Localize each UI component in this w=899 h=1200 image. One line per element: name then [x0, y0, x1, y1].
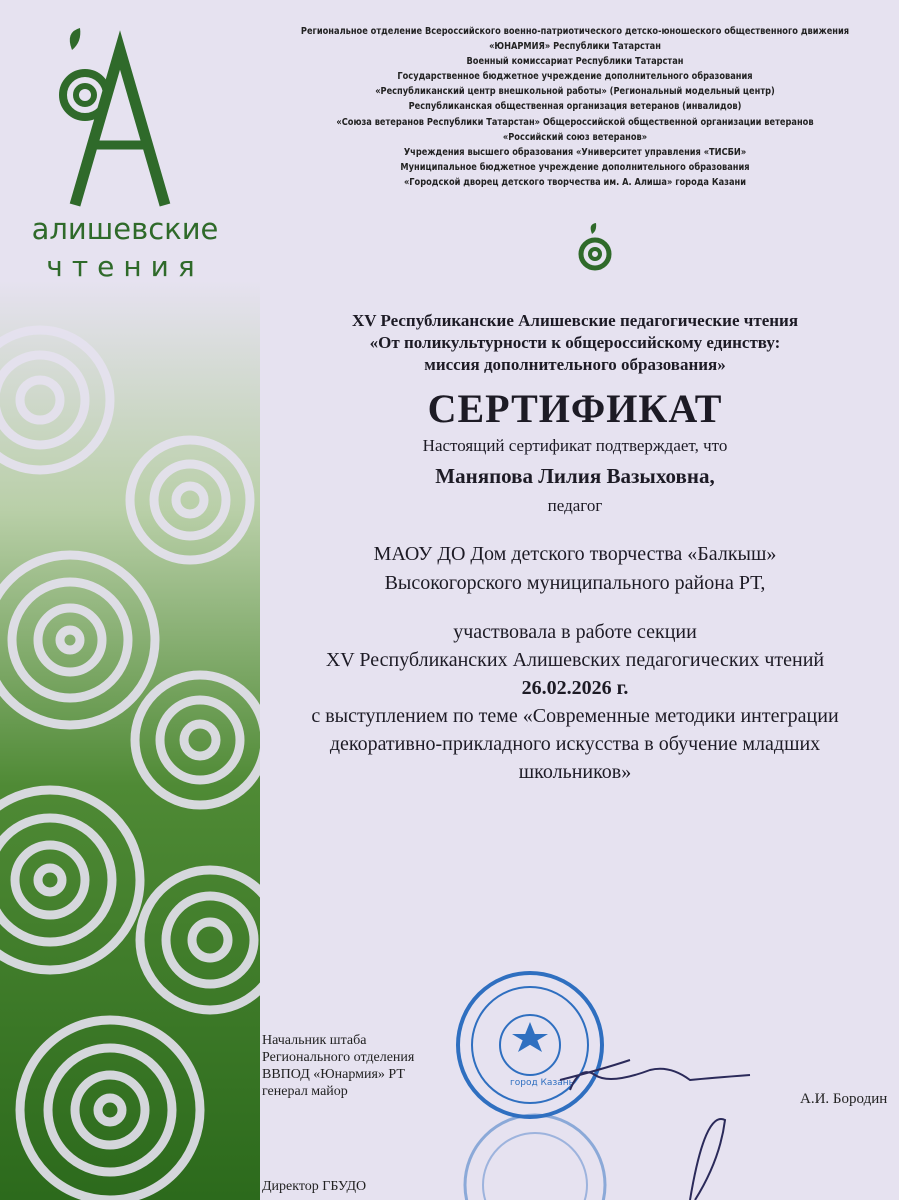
confirm-text: Настоящий сертификат подтверждает, что — [422, 436, 728, 455]
organizer-line: Государственное бюджетное учреждение дополнительного образования — [397, 71, 753, 83]
organizer-line: «Городской дворец детского творчества им. А. Алиша» города Казани — [403, 176, 747, 188]
stamp-and-signature — [450, 960, 780, 1200]
organizer-line: «Российский союз ветеранов» — [502, 131, 648, 143]
event-date: 26.02.2026 г. — [521, 677, 629, 699]
logo-text-line2: чтения — [46, 250, 204, 283]
small-spiral-logo-icon — [578, 222, 612, 274]
stamp-text: город Казань — [510, 1078, 574, 1088]
logo-text-line1: алишевские — [31, 212, 219, 246]
event-line: «От поликультурности к общероссийскому единству: — [369, 333, 781, 352]
certificate-title: СЕРТИФИКАТ — [427, 386, 723, 431]
alishevskie-logo — [20, 20, 230, 283]
participation-line: XV Республиканских Алишевских педагогических чтений — [325, 649, 825, 671]
signatory2-position: Директор ГБУДО — [262, 1179, 367, 1194]
organizer-line: Учреждения высшего образования «Университет управления «ТИСБИ» — [403, 146, 747, 158]
decorative-spiral-panel — [0, 280, 260, 1200]
position-line: Начальник штаба — [262, 1033, 367, 1048]
event-line: миссия дополнительного образования» — [424, 355, 726, 374]
recipient-name: Маняпова Лилия Вазыховна, — [435, 464, 715, 488]
position-line: ВВПОД «Юнармия» РТ — [262, 1067, 405, 1082]
event-title — [260, 310, 890, 376]
recipient-role: педагог — [547, 496, 603, 515]
event-line: XV Республиканские Алишевские педагогические чтения — [351, 311, 799, 330]
organizers-list — [250, 24, 899, 190]
participation-text — [260, 618, 890, 786]
organizer-line: «ЮНАРМИЯ» Республики Татарстан — [489, 41, 661, 53]
participation-line: школьников» — [518, 761, 632, 783]
organizer-line: «Республиканский центр внешкольной работы» (Региональный модельный центр) — [375, 86, 775, 98]
organizer-line: Муниципальное бюджетное учреждение дополнительного образования — [400, 161, 750, 173]
organizer-line: Военный комиссариат Республики Татарстан — [466, 56, 684, 68]
organization-line: МАОУ ДО Дом детского творчества «Балкыш» — [373, 543, 777, 565]
signatory1-name: А.И. Бородин — [800, 1091, 888, 1107]
recipient-organization — [260, 540, 890, 598]
participation-line: декоративно-прикладного искусства в обучение младших — [329, 733, 821, 755]
logo-a-spiral-icon — [20, 20, 230, 210]
position-line: генерал майор — [262, 1084, 348, 1099]
organization-line: Высокогорского муниципального района РТ, — [384, 572, 766, 594]
signatory1-position — [262, 1032, 414, 1100]
position-line: Регионального отделения — [262, 1050, 415, 1065]
organizer-line: Республиканская общественная организация ветеранов (инвалидов) — [408, 101, 742, 113]
participation-line: участвовала в работе секции — [453, 621, 697, 643]
organizer-line: Региональное отделение Всероссийского военно-патриотического детско-юношеского общественного движения — [300, 26, 850, 37]
participation-line: с выступлением по теме «Современные методики интеграции — [311, 705, 839, 727]
organizer-line: «Союза ветеранов Республики Татарстан» Общероссийской общественной организации ветеранов — [336, 116, 814, 128]
